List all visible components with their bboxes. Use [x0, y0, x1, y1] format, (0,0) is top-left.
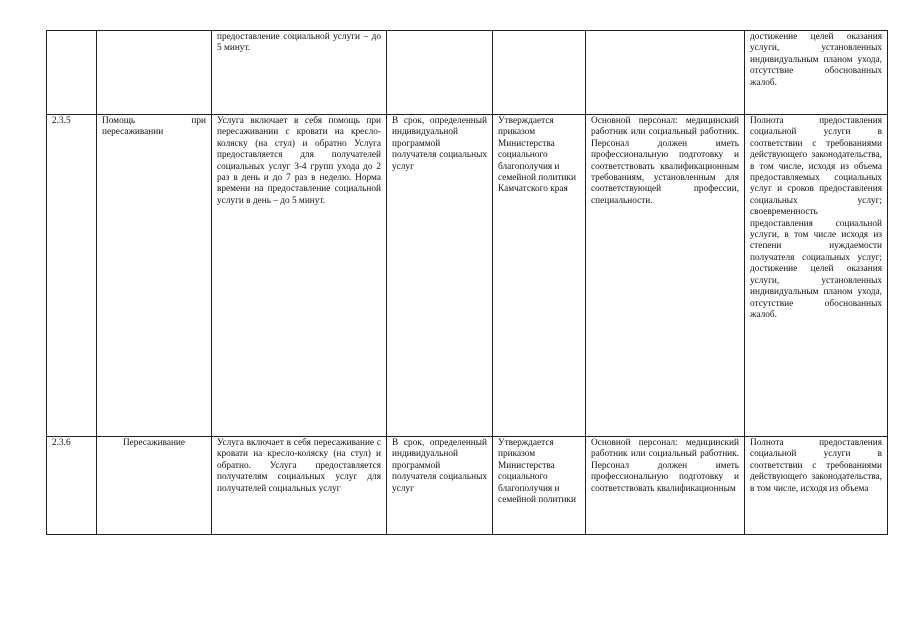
table-row [47, 115, 888, 437]
service-term-cell: В срок, определенный индивидуальной программой получателя социальных услуг [387, 115, 493, 437]
service-number-cell: 2.3.6 [47, 437, 97, 535]
service-quality-cell: Полнота предоставления социальной услуги в соответствии с требованиями действующего законодательства, в том числе, исходя из объема [745, 437, 888, 535]
service-term-cell [387, 31, 493, 115]
table-row [47, 31, 888, 115]
service-quality-cell: Полнота предоставления социальной услуги в соответствии с требованиями действующего законодательства, в том числе, исходя из объема предоставляемых социальных услуг и сроков предоставления социальных услуг; своевременность предоставления социальной услуги, в том числе исходя из степени нуждаемости получателя социальных услуг; достижение целей оказания услуги, установленных индивидуальным планом ухода, отсутствие обоснованных жалоб. [745, 115, 888, 437]
service-term-cell: В срок, определенный индивидуальной программой получателя социальных услуг [387, 437, 493, 535]
table-row [47, 437, 888, 535]
service-name-cell: Помощь при пересаживании [97, 115, 212, 437]
service-quality-cell: достижение целей оказания услуги, установленных индивидуальным планом ухода, отсутствие обоснованных жалоб. [745, 31, 888, 115]
service-description-cell: Услуга включает в себя помощь при пересаживании с кровати на кресло-коляску (на стул) и обратно Услуга предоставляется для получателей социальных услуг 3-4 групп ухода до 2 раз в день и до 7 раз в неделю. Норма времени на предоставление социальной услуги в день – до 5 минут. [212, 115, 387, 437]
services-table [46, 30, 888, 535]
service-standard-cell: Утверждается приказом Министерства социального благополучия и семейной политики [493, 437, 586, 535]
service-name-cell [97, 31, 212, 115]
service-name-cell: Пересаживание [97, 437, 212, 535]
service-personnel-cell: Основной персонал: медицинский работник или социальный работник. Персонал должен иметь профессиональную подготовку и соответствовать квалификационным требованиям, установленным для соответствующей профессии, специальности. [586, 115, 745, 437]
service-standard-cell: Утверждается приказом Министерства социального благополучия и семейной политики Камчатского края [493, 115, 586, 437]
service-description-cell: Услуга включает в себя пересаживание с кровати на кресло-коляску (на стул) и обратно. Услуга предоставляется получателям социальных услуг для получателей социальных услуг [212, 437, 387, 535]
service-description-cell: предоставление социальной услуги – до 5 минут. [212, 31, 387, 115]
service-personnel-cell: Основной персонал: медицинский работник или социальный работник. Персонал должен иметь профессиональную подготовку и соответствовать квалификационным [586, 437, 745, 535]
service-number-cell [47, 31, 97, 115]
service-number-cell: 2.3.5 [47, 115, 97, 437]
service-personnel-cell [586, 31, 745, 115]
service-standard-cell [493, 31, 586, 115]
